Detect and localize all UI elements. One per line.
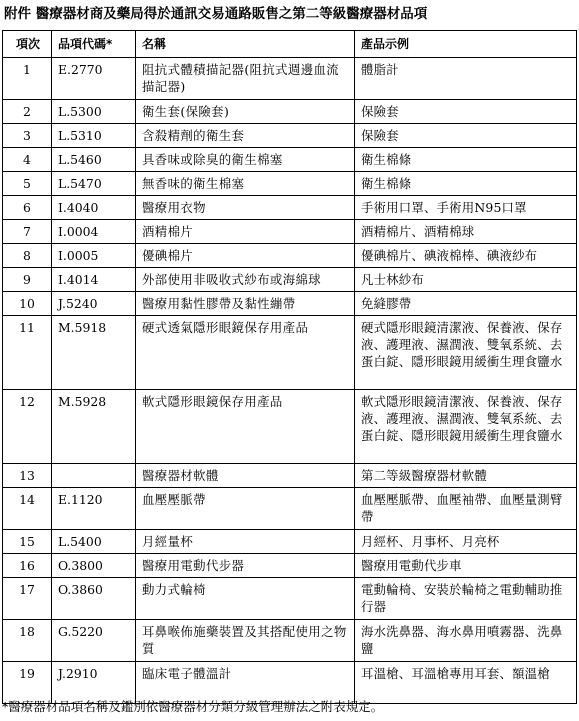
item-code: L.5310 — [52, 124, 136, 148]
item-example: 海水洗鼻器、海水鼻用噴霧器、洗鼻鹽 — [355, 620, 577, 662]
item-code: G.5220 — [52, 620, 136, 662]
item-name: 動力式輪椅 — [136, 578, 355, 620]
item-example: 醫療用電動代步車 — [355, 554, 577, 578]
item-number: 10 — [3, 292, 52, 316]
table-row — [3, 390, 577, 464]
item-example: 第二等級醫療器材軟體 — [355, 464, 577, 488]
header-product-example: 產品示例 — [355, 31, 577, 58]
item-code: I.4040 — [52, 196, 136, 220]
item-number: 3 — [3, 124, 52, 148]
item-number: 16 — [3, 554, 52, 578]
table-row — [3, 292, 577, 316]
item-example: 免縫膠帶 — [355, 292, 577, 316]
item-example: 酒精棉片、酒精棉球 — [355, 220, 577, 244]
item-code: M.5918 — [52, 316, 136, 390]
item-number: 13 — [3, 464, 52, 488]
item-example: 耳溫槍、耳溫槍專用耳套、額溫槍 — [355, 662, 577, 704]
item-number: 11 — [3, 316, 52, 390]
item-name: 阻抗式體積描記器(阻抗式週邊血流描記器) — [136, 58, 355, 100]
item-name: 軟式隱形眼鏡保存用產品 — [136, 390, 355, 464]
header-name: 名稱 — [136, 31, 355, 58]
item-example: 保險套 — [355, 100, 577, 124]
item-name: 醫療用黏性膠帶及黏性繃帶 — [136, 292, 355, 316]
item-code: L.5470 — [52, 172, 136, 196]
item-example: 硬式隱形眼鏡清潔液、保養液、保存液、護理液、濕潤液、雙氧系統、去蛋白錠、隱形眼鏡用緩衝生理食鹽水 — [355, 316, 577, 390]
item-code: O.3800 — [52, 554, 136, 578]
item-name: 含殺精劑的衛生套 — [136, 124, 355, 148]
item-code: I.0004 — [52, 220, 136, 244]
item-name: 醫療器材軟體 — [136, 464, 355, 488]
table-row — [3, 196, 577, 220]
item-example: 衛生棉條 — [355, 148, 577, 172]
item-name: 外部使用非吸收式紗布或海綿球 — [136, 268, 355, 292]
item-example: 保險套 — [355, 124, 577, 148]
item-name: 血壓壓脈帶 — [136, 488, 355, 530]
item-number: 7 — [3, 220, 52, 244]
item-code: J.5240 — [52, 292, 136, 316]
item-number: 8 — [3, 244, 52, 268]
item-number: 9 — [3, 268, 52, 292]
table-row — [3, 220, 577, 244]
item-number: 1 — [3, 58, 52, 100]
item-example: 手術用口罩、手術用N95口罩 — [355, 196, 577, 220]
item-example: 凡士林紗布 — [355, 268, 577, 292]
item-name: 耳鼻喉佈施藥裝置及其搭配使用之物質 — [136, 620, 355, 662]
item-example: 衛生棉條 — [355, 172, 577, 196]
item-example: 電動輪椅、安裝於輪椅之電動輔助推行器 — [355, 578, 577, 620]
header-item-number: 項次 — [3, 31, 52, 58]
item-example: 血壓壓脈帶、血壓袖帶、血壓量測臂帶 — [355, 488, 577, 530]
table-row — [3, 268, 577, 292]
table-row — [3, 488, 577, 530]
table-row — [3, 148, 577, 172]
item-number: 6 — [3, 196, 52, 220]
item-number: 14 — [3, 488, 52, 530]
item-example: 優碘棉片、碘液棉棒、碘液紗布 — [355, 244, 577, 268]
table-row — [3, 316, 577, 390]
item-code: I.0005 — [52, 244, 136, 268]
table-row — [3, 530, 577, 554]
item-code: M.5928 — [52, 390, 136, 464]
table-row — [3, 464, 577, 488]
table-row — [3, 578, 577, 620]
table-row — [3, 172, 577, 196]
item-code: E.1120 — [52, 488, 136, 530]
item-name: 優碘棉片 — [136, 244, 355, 268]
item-name: 醫療用衣物 — [136, 196, 355, 220]
item-name: 具香味或除臭的衛生棉塞 — [136, 148, 355, 172]
item-name: 醫療用電動代步器 — [136, 554, 355, 578]
medical-device-items-table — [2, 30, 577, 704]
item-number: 15 — [3, 530, 52, 554]
item-number: 17 — [3, 578, 52, 620]
item-number: 5 — [3, 172, 52, 196]
item-number: 4 — [3, 148, 52, 172]
footnote: *醫療器材品項名稱及鑑別依醫療器材分類分級管理辦法之附表規定。 — [2, 699, 384, 714]
item-code: J.2910 — [52, 662, 136, 704]
item-number: 19 — [3, 662, 52, 704]
document-title: 附件 醫療器材商及藥局得於通訊交易通路販售之第二等級醫療器材品項 — [4, 6, 428, 22]
table-row — [3, 620, 577, 662]
item-number: 2 — [3, 100, 52, 124]
table-row — [3, 124, 577, 148]
item-example: 月經杯、月事杯、月亮杯 — [355, 530, 577, 554]
item-code: L.5460 — [52, 148, 136, 172]
item-name: 酒精棉片 — [136, 220, 355, 244]
item-code: O.3860 — [52, 578, 136, 620]
item-code: L.5300 — [52, 100, 136, 124]
item-number: 18 — [3, 620, 52, 662]
table-row — [3, 58, 577, 100]
item-code — [52, 464, 136, 488]
table-row — [3, 244, 577, 268]
table-row — [3, 554, 577, 578]
header-item-code: 品項代碼* — [52, 31, 136, 58]
item-example: 體脂計 — [355, 58, 577, 100]
item-example: 軟式隱形眼鏡清潔液、保養液、保存液、護理液、濕潤液、雙氧系統、去蛋白錠、隱形眼鏡用緩衝生理食鹽水 — [355, 390, 577, 464]
item-name: 衛生套(保險套) — [136, 100, 355, 124]
table-row — [3, 100, 577, 124]
item-name: 無香味的衛生棉塞 — [136, 172, 355, 196]
table-header-row — [3, 31, 577, 58]
item-code: L.5400 — [52, 530, 136, 554]
item-code: E.2770 — [52, 58, 136, 100]
item-name: 月經量杯 — [136, 530, 355, 554]
item-code: I.4014 — [52, 268, 136, 292]
item-number: 12 — [3, 390, 52, 464]
item-name: 硬式透氣隱形眼鏡保存用產品 — [136, 316, 355, 390]
item-name: 臨床電子體溫計 — [136, 662, 355, 704]
